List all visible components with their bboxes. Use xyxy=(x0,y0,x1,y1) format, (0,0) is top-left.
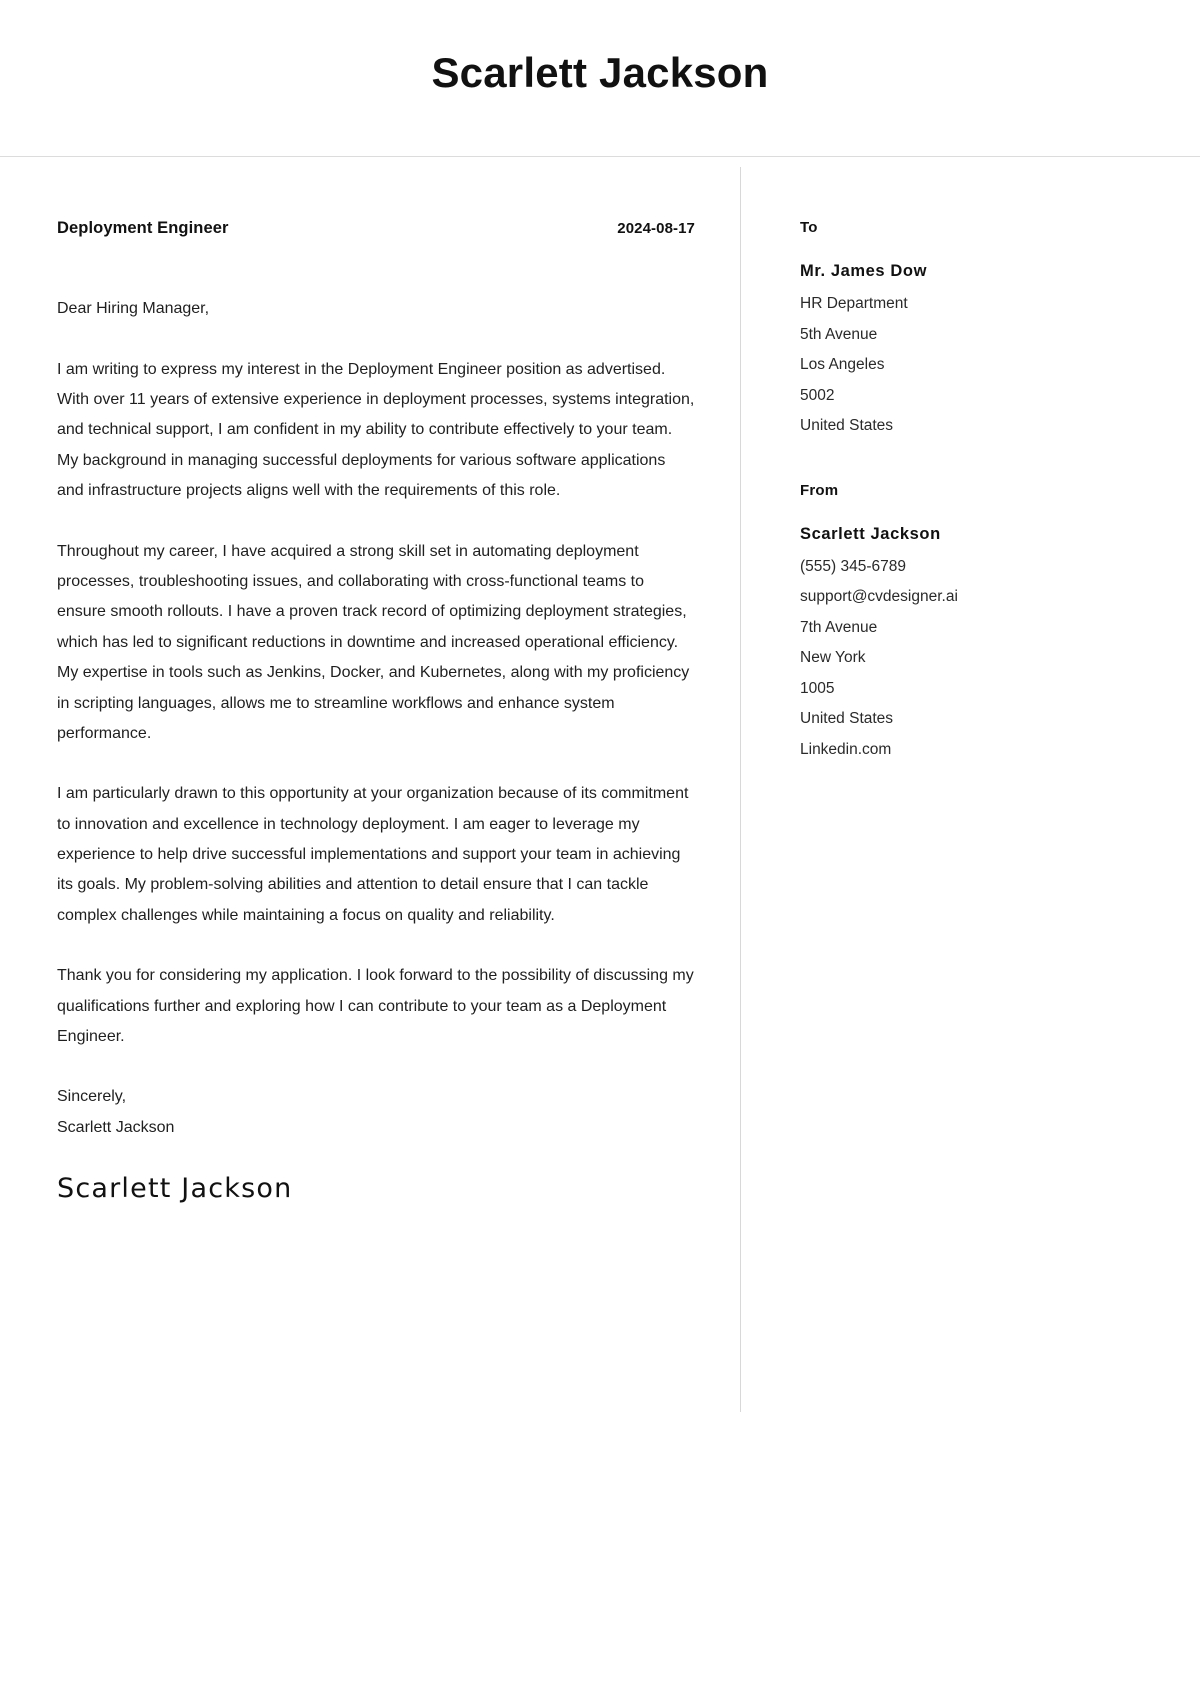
sender-line: New York xyxy=(800,649,866,667)
sender-name: Scarlett Jackson xyxy=(800,524,941,543)
letter-paragraph: Thank you for considering my application. I look forward to the possibility of discussing my qualifications further and exploring how I can contribute to your team as a Deployment Engineer. xyxy=(57,967,694,1046)
letter-date: 2024-08-17 xyxy=(617,220,695,237)
sender-label: From xyxy=(800,481,839,499)
salutation: Dear Hiring Manager, xyxy=(57,300,210,317)
recipient-line: 5002 xyxy=(800,386,835,404)
sender-phone: (555) 345-6789 xyxy=(800,557,906,575)
recipient-block xyxy=(800,219,1160,442)
recipient-line: 5th Avenue xyxy=(800,325,878,343)
recipient-line: Los Angeles xyxy=(800,356,885,374)
sender-line: United States xyxy=(800,710,894,728)
sender-line: 1005 xyxy=(800,679,835,697)
signature: Scarlett Jackson xyxy=(57,1172,293,1204)
letter-paragraph: I am writing to express my interest in the Deployment Engineer position as advertised. With over 11 years of extensive experience in deployment processes, systems integration, and technical support, I am confident in my ability to contribute effectively to your team. My background in managing successful deployments for various software applications and infrastructure projects aligns well with the requirements of this role. xyxy=(57,360,695,500)
address-column xyxy=(741,157,1200,1412)
sender-line: 7th Avenue xyxy=(800,618,878,636)
sender-block xyxy=(800,482,1160,766)
document-header xyxy=(0,0,1200,157)
closing-block xyxy=(57,1082,695,1142)
letter-paragraph: Throughout my career, I have acquired a strong skill set in automating deployment processes, troubleshooting issues, and collaborating with cross-functional teams to ensure smooth rollouts. I have a proven track record of optimizing deployment strategies, which has led to significant reductions in downtime and increased operational efficiency. My expertise in tools such as Jenkins, Docker, and Kubernetes, along with my proficiency in scripting languages, allows me to streamline workflows and enhance system performance. xyxy=(57,542,690,742)
job-title: Deployment Engineer xyxy=(57,219,229,237)
recipient-line: HR Department xyxy=(800,295,908,312)
letter-paragraph: I am particularly drawn to this opportunity at your organization because of its commitment to innovation and excellence in technology deployment. I am eager to leverage my experience to help drive successful implementations and support your team in achieving its goals. My problem-solving abilities and attention to detail ensure that I can tackle complex challenges while maintaining a focus on quality and reliability. xyxy=(57,785,689,924)
letter-meta-row xyxy=(57,219,695,238)
recipient-name: Mr. James Dow xyxy=(800,262,928,280)
recipient-label: To xyxy=(800,219,818,236)
document-body xyxy=(0,157,1200,1412)
sender-website: Linkedin.com xyxy=(800,740,892,758)
letter-column xyxy=(0,157,740,1412)
sender-email: support@cvdesigner.ai xyxy=(800,588,958,606)
closing-name: Scarlett Jackson xyxy=(57,1119,175,1136)
page-title: Scarlett Jackson xyxy=(431,48,769,96)
recipient-line: United States xyxy=(800,417,894,435)
closing-word: Sincerely, xyxy=(57,1088,127,1106)
